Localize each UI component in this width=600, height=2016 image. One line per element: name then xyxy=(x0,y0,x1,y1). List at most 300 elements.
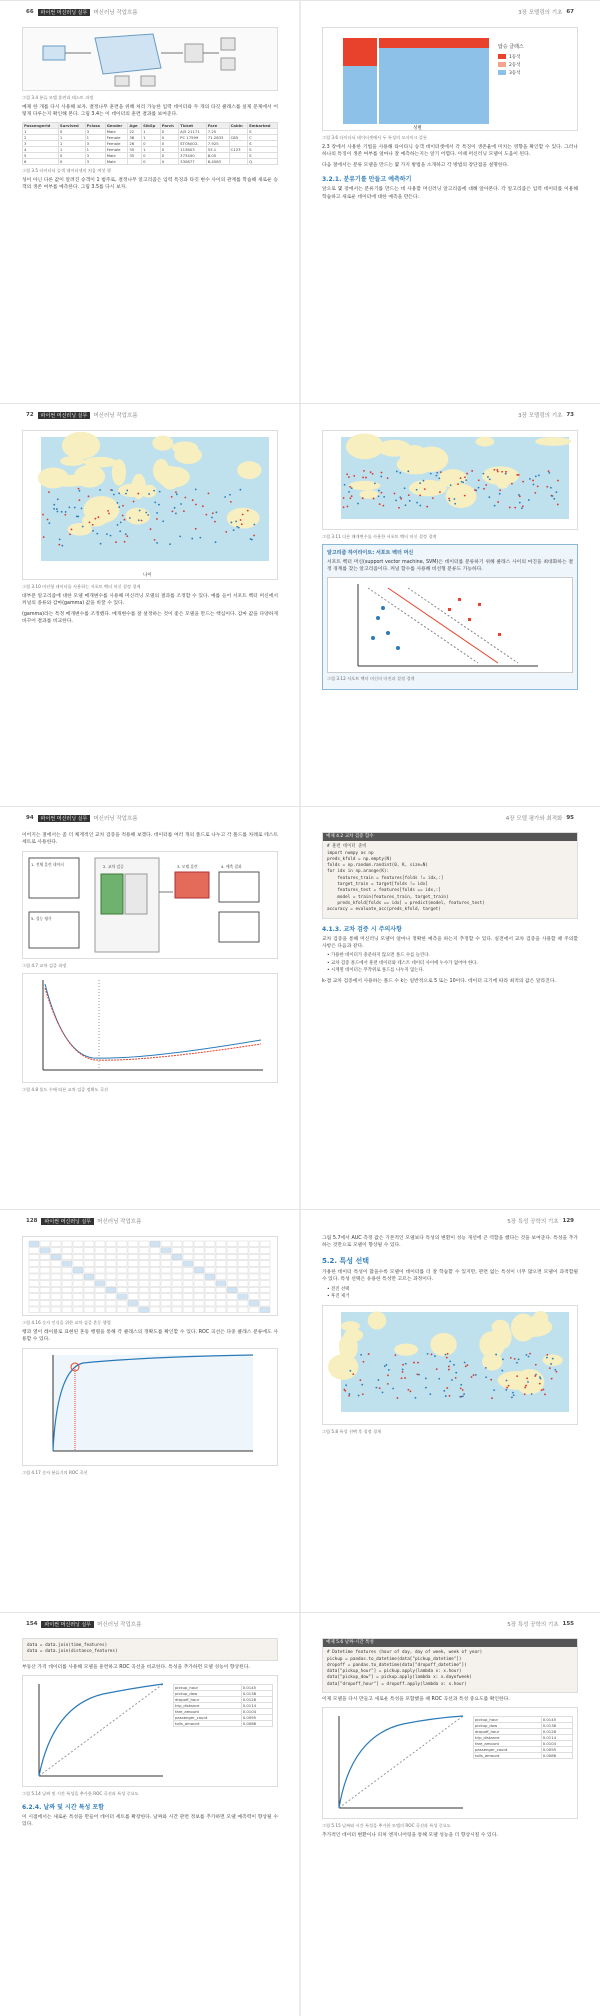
decision-region xyxy=(74,465,105,488)
matrix-cell xyxy=(183,1261,193,1267)
table-cell: C xyxy=(248,134,278,140)
data-point xyxy=(59,538,61,540)
matrix-cell xyxy=(106,1300,116,1306)
decision-region xyxy=(517,1325,547,1335)
data-point xyxy=(534,1375,536,1377)
data-point xyxy=(462,1395,464,1397)
data-point xyxy=(438,1377,440,1379)
legend-item: 2등석 xyxy=(509,63,521,68)
data-point xyxy=(107,510,109,512)
data-point xyxy=(396,471,398,473)
matrix-cell xyxy=(150,1287,160,1293)
matrix-cell xyxy=(139,1267,149,1273)
book-title: 파이썬 머신러닝 실무 xyxy=(38,815,91,822)
matrix-cell xyxy=(29,1261,39,1267)
data-point xyxy=(202,505,204,507)
data-point xyxy=(522,505,524,507)
table-cell: 1 xyxy=(58,146,85,152)
page-number: 72 xyxy=(26,412,34,418)
data-point xyxy=(229,494,231,496)
section-heading: 5.2. 특성 선택 xyxy=(322,1256,369,1265)
matrix-cell xyxy=(183,1281,193,1287)
data-point xyxy=(78,488,80,490)
data-point xyxy=(122,505,124,507)
data-point xyxy=(53,504,55,506)
matrix-cell xyxy=(150,1300,160,1306)
data-point xyxy=(250,538,252,540)
matrix-cell xyxy=(238,1281,248,1287)
data-point xyxy=(529,478,531,480)
table-header-row xyxy=(23,122,278,128)
data-point xyxy=(483,488,485,490)
matrix-cell xyxy=(194,1294,204,1300)
matrix-cell xyxy=(95,1281,105,1287)
data-point xyxy=(429,1393,431,1395)
data-point xyxy=(382,1391,384,1393)
matrix-cell xyxy=(95,1241,105,1247)
body-paragraph: 교차 검증을 통해 머신러닝 모델이 얼마나 정확한 예측을 하는지 추정할 수 있다. 실전에서 교차 검증을 사용할 때 주의할 사항은 다음과 같다. xyxy=(322,936,578,949)
data-point xyxy=(88,495,90,497)
data-point xyxy=(89,521,91,523)
data-point xyxy=(115,541,117,543)
data-point xyxy=(74,507,76,509)
matrix-cell xyxy=(172,1300,182,1306)
matrix-cell xyxy=(172,1287,182,1293)
page-header xyxy=(22,807,278,829)
data-point xyxy=(351,487,353,489)
figure-caption: 그림 4.8 폴드 수에 따른 교차 검증 정확도 곡선 xyxy=(22,1086,109,1092)
matrix-cell xyxy=(194,1300,204,1306)
data-point xyxy=(501,471,503,473)
data-point xyxy=(505,471,507,473)
figure-caption: 그림 4.16 숫자 인식을 위한 교차 검증 혼동 행렬 xyxy=(22,1320,111,1325)
body-paragraph: 가용한 데이터 특성이 많을수록 모델이 데이터를 더 잘 학습할 수 있지만, 관련 없는 특성이 너무 많으면 모델이 과적합될 수 있다. 특성 선택은 유용한 특성만 고르는 과정이다. xyxy=(322,1269,578,1283)
diagram-label: 5. 성능 평가 xyxy=(31,915,52,921)
matrix-cell xyxy=(117,1267,127,1273)
matrix-cell xyxy=(73,1267,83,1273)
data-point xyxy=(118,492,120,494)
data-point xyxy=(494,469,496,471)
data-point xyxy=(150,528,152,530)
matrix-cell xyxy=(73,1281,83,1287)
data-point xyxy=(120,521,122,523)
table-cell: 113803 xyxy=(179,146,207,152)
data-point xyxy=(215,541,217,543)
mosaic-plot xyxy=(322,27,578,131)
matrix-cell xyxy=(249,1248,259,1254)
matrix-cell xyxy=(249,1267,259,1273)
data-point xyxy=(179,535,181,537)
matrix-cell xyxy=(205,1261,215,1267)
table-cell: 0.0145 xyxy=(241,1685,272,1691)
matrix-cell xyxy=(62,1274,72,1280)
data-point xyxy=(424,488,426,490)
matrix-cell xyxy=(227,1254,237,1260)
figure-caption: 그림 3.6 타이타닉 데이터셋에서 두 특징의 모자이크 플롯 xyxy=(322,135,427,140)
matrix-cell xyxy=(161,1287,171,1293)
matrix-cell xyxy=(62,1254,72,1260)
data-point xyxy=(362,1393,364,1395)
data-point xyxy=(92,530,94,532)
data-point xyxy=(347,506,349,508)
data-point xyxy=(511,1396,513,1398)
data-point xyxy=(348,1393,350,1395)
matrix-cell xyxy=(249,1281,259,1287)
matrix-cell xyxy=(216,1307,226,1313)
table-cell: S xyxy=(248,152,278,158)
data-point xyxy=(485,1376,487,1378)
data-point xyxy=(92,524,94,526)
matrix-cell xyxy=(150,1261,160,1267)
table-cell: 0.0138 xyxy=(541,1723,572,1729)
matrix-cell xyxy=(117,1281,127,1287)
body-paragraph: (gamma)라는 특정 매개변수를 조정했다. 매개변수를 잘 설정하는 것이 좋은 모델을 만드는 핵심이다. 감마 값을 다양하게 바꾸어 결과를 비교한다. xyxy=(22,611,278,625)
svm-margin-diagram xyxy=(327,577,573,673)
table-cell: 0 xyxy=(142,140,161,146)
decision-region xyxy=(430,1332,456,1355)
data-point xyxy=(387,477,389,479)
data-point xyxy=(439,491,441,493)
data-point xyxy=(124,541,126,543)
figure-caption: 그림 3.10 비선형 데이터를 사용하는 서포트 벡터 머신 결정 경계 xyxy=(22,584,141,589)
data-point xyxy=(387,1383,389,1385)
data-point xyxy=(53,508,55,510)
table-cell: Female xyxy=(105,134,128,140)
matrix-cell xyxy=(106,1254,116,1260)
data-point xyxy=(401,1377,403,1379)
data-point xyxy=(195,488,197,490)
page-128 xyxy=(0,1210,300,1613)
data-point xyxy=(235,520,237,522)
page-number: 73 xyxy=(566,412,574,418)
data-point xyxy=(358,1394,360,1396)
matrix-cell xyxy=(205,1294,215,1300)
matrix-cell xyxy=(227,1248,237,1254)
data-point xyxy=(153,490,155,492)
matrix-cell xyxy=(216,1300,226,1306)
decision-region xyxy=(394,1343,418,1355)
matrix-cell xyxy=(128,1300,138,1306)
data-point xyxy=(418,1373,420,1375)
matrix-cell xyxy=(227,1261,237,1267)
data-point xyxy=(436,472,438,474)
body-paragraph: 이 시점에서는 새로운 특성을 만들어 데이터 세트를 확장한다. 날짜와 시간 관련 정보를 추가하면 모델 예측력이 향상될 수 있다. xyxy=(22,1815,278,1828)
table-cell: 5 xyxy=(23,152,59,158)
box-text: 서포트 벡터 머신(support vector machine, SVM)은 데이터를 분류하기 위해 클래스 사이의 마진을 최대화하는 결정 경계를 찾는 알고리즘이다. 커널 함수를 사용해 비선형 분류도 가능하다. xyxy=(327,560,573,573)
matrix-cell xyxy=(205,1267,215,1273)
data-point xyxy=(399,472,401,474)
page-number: 94 xyxy=(26,815,34,821)
matrix-cell xyxy=(238,1254,248,1260)
data-point xyxy=(438,477,440,479)
data-point xyxy=(58,544,60,546)
table-cell: Female xyxy=(105,146,128,152)
page-155 xyxy=(300,1613,600,2016)
decision-region xyxy=(377,440,411,457)
data-point xyxy=(117,502,119,504)
matrix-cell xyxy=(40,1294,50,1300)
page-154 xyxy=(0,1613,300,2016)
data-point xyxy=(524,1393,526,1395)
table-cell: 0 xyxy=(160,140,178,146)
matrix-cell xyxy=(73,1261,83,1267)
data-point xyxy=(510,1357,512,1359)
data-point xyxy=(501,1369,503,1371)
diagram-label: 2. 교차 검증 xyxy=(103,863,124,869)
page-95 xyxy=(300,807,600,1210)
legend-item: 3등석 xyxy=(509,71,521,76)
table-cell: 0 xyxy=(160,134,178,140)
data-point xyxy=(454,503,456,505)
page-header xyxy=(22,1613,278,1635)
matrix-cell xyxy=(51,1287,61,1293)
page-number: 67 xyxy=(566,9,574,15)
table-cell: 0 xyxy=(58,152,85,158)
table-cell: 373450 xyxy=(179,152,207,158)
matrix-cell xyxy=(205,1241,215,1247)
data-point xyxy=(497,501,499,503)
data-point xyxy=(141,520,143,522)
data-point xyxy=(125,533,127,535)
data-point xyxy=(375,1386,377,1388)
table-cell: Female xyxy=(105,140,128,146)
matrix-cell xyxy=(161,1274,171,1280)
decision-region xyxy=(533,1311,548,1325)
data-point xyxy=(426,506,428,508)
data-point xyxy=(343,497,345,499)
data-point xyxy=(415,1397,417,1399)
table-cell: 1 xyxy=(142,134,161,140)
data-point xyxy=(379,503,381,505)
data-point xyxy=(169,543,171,545)
data-point xyxy=(447,1353,449,1355)
table-cell: 0.0086 xyxy=(241,1721,272,1727)
data-point xyxy=(471,470,473,472)
axis-label: 나이 xyxy=(143,573,152,578)
matrix-cell xyxy=(95,1261,105,1267)
column-header: PassengerId xyxy=(23,122,59,128)
body-paragraph: 그림 5.7에서 AUC 측정 값은 기본적인 모델보다 특성의 변환이 성능 개선에 큰 역할을 했다는 것을 보여준다. 특성을 추가하는 것만으로 모델이 향상될 수 있다. xyxy=(322,1236,578,1249)
matrix-cell xyxy=(128,1261,138,1267)
data-point xyxy=(374,482,376,484)
matrix-cell xyxy=(183,1307,193,1313)
matrix-cell xyxy=(84,1267,94,1273)
body-paragraph: 성이 아닌 다른 값이 알려진 승객이 1 범주로, 결정나무 알고리즘은 입력 특징과 타깃 변수 사이의 관계를 학습해 새로운 승객의 생존 여부를 예측한다. 그림 3.5를 다시 보자. xyxy=(22,177,278,191)
data-point xyxy=(344,1389,346,1391)
matrix-cell xyxy=(73,1248,83,1254)
table-cell: tolls_amount xyxy=(174,1721,242,1727)
data-point xyxy=(175,491,177,493)
data-point xyxy=(368,1353,370,1355)
matrix-cell xyxy=(40,1307,50,1313)
data-point xyxy=(349,486,351,488)
table-cell: C85 xyxy=(229,134,247,140)
data-point xyxy=(483,473,485,475)
table-cell: 1 xyxy=(142,146,161,152)
data-point xyxy=(370,471,372,473)
matrix-cell xyxy=(183,1254,193,1260)
roc-curve-chart xyxy=(22,1348,278,1466)
matrix-cell xyxy=(150,1248,160,1254)
matrix-cell xyxy=(73,1307,83,1313)
table-cell: 0 xyxy=(58,158,85,164)
matrix-cell xyxy=(194,1254,204,1260)
decision-region xyxy=(60,456,85,466)
matrix-cell xyxy=(84,1241,94,1247)
matrix-cell xyxy=(205,1287,215,1293)
data-point xyxy=(61,511,63,513)
column-header: SibSp xyxy=(142,122,161,128)
data-point xyxy=(531,1393,533,1395)
matrix-cell xyxy=(227,1241,237,1247)
matrix-cell xyxy=(172,1261,182,1267)
data-point xyxy=(230,501,232,503)
data-point xyxy=(399,496,401,498)
page-header xyxy=(322,1,578,23)
bullet-item: • 후진 제거 xyxy=(327,1294,350,1300)
table-cell: STON/O2. xyxy=(179,140,207,146)
data-point xyxy=(448,1368,450,1370)
data-point xyxy=(508,1384,510,1386)
table-cell: 1 xyxy=(58,140,85,146)
page-header xyxy=(322,404,578,426)
cv-accuracy-chart xyxy=(22,973,278,1083)
decision-region xyxy=(157,466,190,487)
code-title: 예제 4.2 교차 검증 함수 xyxy=(323,833,577,841)
section-title: 3장 모델링의 기초 xyxy=(518,10,563,16)
table-cell: passenger_count xyxy=(474,1747,542,1753)
decision-region xyxy=(476,437,495,447)
data-point xyxy=(549,1367,551,1369)
decision-region xyxy=(368,1311,387,1329)
matrix-cell xyxy=(260,1267,270,1273)
column-header: Gender xyxy=(105,122,128,128)
data-point xyxy=(513,1394,515,1396)
legend-item: 1등석 xyxy=(509,55,521,60)
matrix-cell xyxy=(29,1267,39,1273)
data-point xyxy=(126,535,128,537)
data-point xyxy=(541,1389,543,1391)
matrix-cell xyxy=(51,1274,61,1280)
matrix-cell xyxy=(62,1267,72,1273)
matrix-cell xyxy=(194,1281,204,1287)
data-point xyxy=(552,495,554,497)
page-header xyxy=(322,1210,578,1232)
matrix-cell xyxy=(51,1267,61,1273)
data-point xyxy=(133,501,135,503)
matrix-cell xyxy=(84,1274,94,1280)
matrix-cell xyxy=(95,1307,105,1313)
matrix-cell xyxy=(227,1307,237,1313)
body-paragraph: 앞으로 몇 장에서는 분류기를 만드는 데 사용할 머신러닝 알고리즘에 대해 알아본다. 각 알고리즘은 입력 데이터를 이용해 학습하고 새로운 데이터에 대한 예측을 만든다. xyxy=(322,187,578,200)
matrix-cell xyxy=(249,1254,259,1260)
data-point xyxy=(365,477,367,479)
data-point xyxy=(475,1374,477,1376)
data-point xyxy=(195,504,197,506)
matrix-cell xyxy=(29,1274,39,1280)
table-cell: 0 xyxy=(160,128,178,134)
matrix-cell xyxy=(260,1281,270,1287)
matrix-cell xyxy=(249,1294,259,1300)
data-point xyxy=(509,507,511,509)
table-cell: 71.2833 xyxy=(206,134,229,140)
data-point xyxy=(544,1393,546,1395)
table-cell: 35 xyxy=(128,146,142,152)
data-point xyxy=(64,514,66,516)
diagram-label: 3. 모델 훈련 xyxy=(177,863,198,869)
matrix-cell xyxy=(216,1254,226,1260)
data-point xyxy=(378,495,380,497)
data-point xyxy=(106,533,108,535)
matrix-cell xyxy=(238,1261,248,1267)
importance-table xyxy=(473,1716,573,1759)
data-point xyxy=(392,1387,394,1389)
data-point xyxy=(247,510,249,512)
book-title: 파이썬 머신러닝 실무 xyxy=(41,1621,94,1628)
data-point xyxy=(139,510,141,512)
importance-table xyxy=(173,1684,273,1727)
matrix-cell xyxy=(128,1287,138,1293)
roc-importance-chart xyxy=(22,1675,278,1787)
matrix-cell xyxy=(51,1307,61,1313)
data-point xyxy=(348,1395,350,1397)
table-cell: S xyxy=(248,146,278,152)
matrix-cell xyxy=(106,1261,116,1267)
data-point xyxy=(48,522,50,524)
table-cell: 330877 xyxy=(179,158,207,164)
table-cell: PC 17599 xyxy=(179,134,207,140)
matrix-cell xyxy=(238,1294,248,1300)
section-title: 3장 모델링의 기초 xyxy=(518,413,563,419)
data-point xyxy=(184,497,186,499)
matrix-cell xyxy=(40,1254,50,1260)
matrix-cell xyxy=(73,1254,83,1260)
data-point xyxy=(48,491,50,493)
matrix-cell xyxy=(205,1300,215,1306)
data-point xyxy=(215,511,217,513)
data-point xyxy=(460,1383,462,1385)
data-point xyxy=(466,473,468,475)
matrix-cell xyxy=(62,1300,72,1306)
table-cell: 6 xyxy=(23,158,59,164)
figure-caption: 그림 4.7 교차 검증 과정 xyxy=(22,962,67,968)
matrix-cell xyxy=(117,1254,127,1260)
data-point xyxy=(96,533,98,535)
table-cell: 3 xyxy=(85,140,105,146)
table-cell: 26 xyxy=(128,140,142,146)
matrix-cell xyxy=(117,1274,127,1280)
data-point xyxy=(490,1378,492,1380)
matrix-cell xyxy=(29,1307,39,1313)
axis-label: 성별 xyxy=(413,126,422,130)
matrix-cell xyxy=(73,1287,83,1293)
data-point xyxy=(378,490,380,492)
page-header xyxy=(22,404,278,426)
subsection-heading: 3.2.1. 분류기를 만들고 예측하기 xyxy=(322,176,412,184)
data-point xyxy=(551,1377,553,1379)
matrix-cell xyxy=(172,1254,182,1260)
matrix-cell xyxy=(216,1287,226,1293)
body-paragraph: 대부분 알고리즘에 대한 모델 매개변수를 사용해 머신러닝 모델의 결과를 조정할 수 있다. 예를 들어 서포트 벡터 머신에서 커널의 종류와 감마(gamma) 값을 바꿀 수 있다. xyxy=(22,594,278,607)
decision-region xyxy=(62,432,100,459)
matrix-cell xyxy=(29,1300,39,1306)
matrix-cell xyxy=(51,1294,61,1300)
matrix-cell xyxy=(161,1294,171,1300)
data-point xyxy=(346,473,348,475)
table-cell: 2 xyxy=(23,134,59,140)
matrix-cell xyxy=(84,1281,94,1287)
data-point xyxy=(122,515,124,517)
